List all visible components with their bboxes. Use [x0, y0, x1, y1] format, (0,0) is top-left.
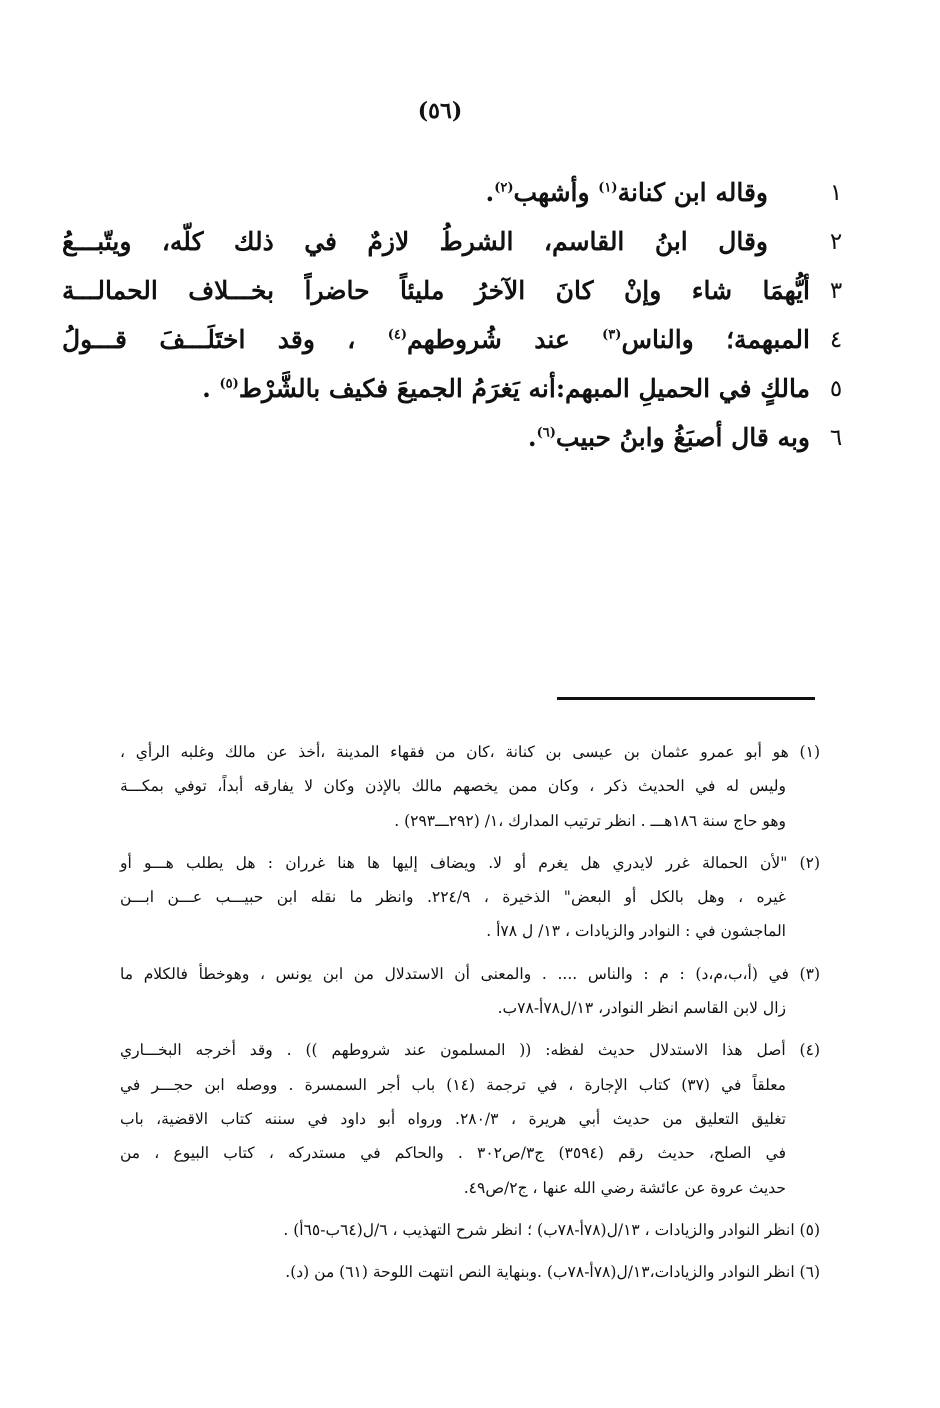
- footnote-line: الماجشون في : النوادر والزيادات ، ١٣/ ل ٧٨أ .: [486, 922, 786, 941]
- footnote-ref: (٤): [387, 327, 407, 343]
- line-number: ٤: [829, 326, 843, 353]
- footnote-line: (١) هو أبو عمرو عثمان بن عيسى بن كنانة ،كان من فقهاء المدينة ،أخذ عن مالك وغلبه الرأي ،: [120, 743, 820, 761]
- footnote-3: [120, 957, 820, 1026]
- main-line-1: [62, 168, 862, 217]
- footnote-line: معلقاً في (٣٧) كتاب الإجارة ، في ترجمة (١٤) باب أجر السمسرة . ووصله ابن حجـــر في: [120, 1075, 786, 1094]
- footnote-2: [120, 846, 820, 949]
- footnote-line: وهو حاج سنة ١٨٦هـــ . انظر ترتيب المدارك ،١/ (٢٩٢ـــ٢٩٣) .: [394, 811, 786, 830]
- line-text: وبه قال أصبَغُ وابنُ حبيب$^{(٦)}$.: [527, 423, 810, 452]
- footnote-line: (٥) انظر النوادر والزيادات ، ١٣/ل(٧٨أ-٧٨ب) ؛ انظر شرح التهذيب ، ٦/ل(٦٤ب-٦٥أ) .: [283, 1220, 820, 1239]
- main-line-2: [62, 217, 862, 266]
- footnote-line: تغليق التعليق من حديث أبي هريرة ، ٢٨٠/٣. ورواه أبو داود في سننه كتاب الاقضية، باب: [120, 1109, 786, 1128]
- footnote-line: زال لابن القاسم انظر النوادر، ١٣/ل٧٨أ-٧٨ب.: [497, 999, 786, 1018]
- footnote-line: (٤) أصل هذا الاستدلال حديث لفظه: (( المسلمون عند شروطهم )) . وقد أخرجه البخـــاري: [120, 1041, 820, 1060]
- footnote-ref: (٦): [536, 425, 556, 441]
- footnotes: [120, 735, 820, 1297]
- footnote-line: وليس له في الحديث ذكر ، وكان ممن يخصهم مالك بالإذن وكان لا يفارقه أبداً، توفي بمكـــة: [120, 777, 786, 796]
- footnote-4: [120, 1033, 820, 1204]
- footnote-line: (٢) "لأن الحمالة غرر لايدري هل يغرم أو لا. ويضاف إليها ها هنا غرران : هل يطلب هـــو أو: [120, 853, 820, 872]
- main-line-5: [62, 364, 862, 413]
- line-number: ٦: [829, 424, 843, 451]
- footnote-line: (٦) انظر النوادر والزيادات،١٣/ل(٧٨أ-٧٨ب) .وبنهاية النص انتهت اللوحة (٦١) من (د).: [285, 1263, 820, 1282]
- line-number: ٣: [829, 277, 843, 304]
- main-line-3: [62, 266, 862, 315]
- footnote-ref: (٥): [219, 376, 239, 392]
- footnote-1: [120, 735, 820, 838]
- line-text: مالكٍ في الحميلِ المبهم:أنه يَغرَمُ الجميعَ فكيف بالشَّرْط$^{(٥)}$ .: [202, 374, 810, 403]
- footnote-line: غيره ، وهل بالكل أو البعض" الذخيرة ، ٢٢٤/٩. وانظر ما نقله ابن حبيـــب عـــن ابـــن: [120, 888, 786, 907]
- page-number: (٥٦): [417, 98, 463, 124]
- line-text: المبهمة؛ والناس$^{(٣)}$ عند شُروطهم$^{(٤)}$ ، وقد اختَلَـــفَ قـــولُ: [62, 325, 810, 354]
- footnote-line: حديث عروة عن عائشة رضي الله عنها ، ج٢/ص٤٩.: [463, 1178, 786, 1197]
- footnote-line: (٣) في (أ،ب،م،د) : م : والناس .... . والمعنى أن الاستدلال من ابن يونس ، وهوخطأ فالكلام ما: [120, 964, 820, 983]
- footnote-ref: (٢): [494, 180, 514, 196]
- line-text: أيُّهمَا شاء وإنْ كانَ الآخرُ مليئاً حاضراً بخـــلاف الحمالـــة: [62, 276, 810, 305]
- line-text: وقال ابنُ القاسم، الشرطُ لازمٌ في ذلك كلّه، ويتّبـــعُ: [62, 227, 768, 256]
- footnote-5: [120, 1213, 820, 1247]
- footnote-6: [120, 1255, 820, 1289]
- line-number: ١: [829, 179, 843, 206]
- line-text: وقاله ابن كنانة$^{(١)}$ وأشهب$^{(٢)}$.: [485, 178, 768, 207]
- line-number: ٢: [829, 228, 843, 255]
- main-line-4: [62, 315, 862, 364]
- main-text: [62, 168, 862, 462]
- footnote-separator: [557, 697, 815, 700]
- footnote-line: في الصلح، حديث رقم (٣٥٩٤) ج٣/ص٣٠٢ . والحاكم في مستدركه ، كتاب البيوع ، من: [120, 1144, 786, 1163]
- main-line-6: [62, 413, 862, 462]
- footnote-ref: (٣): [602, 327, 622, 343]
- line-number: ٥: [829, 375, 843, 402]
- footnote-ref: (١): [598, 180, 618, 196]
